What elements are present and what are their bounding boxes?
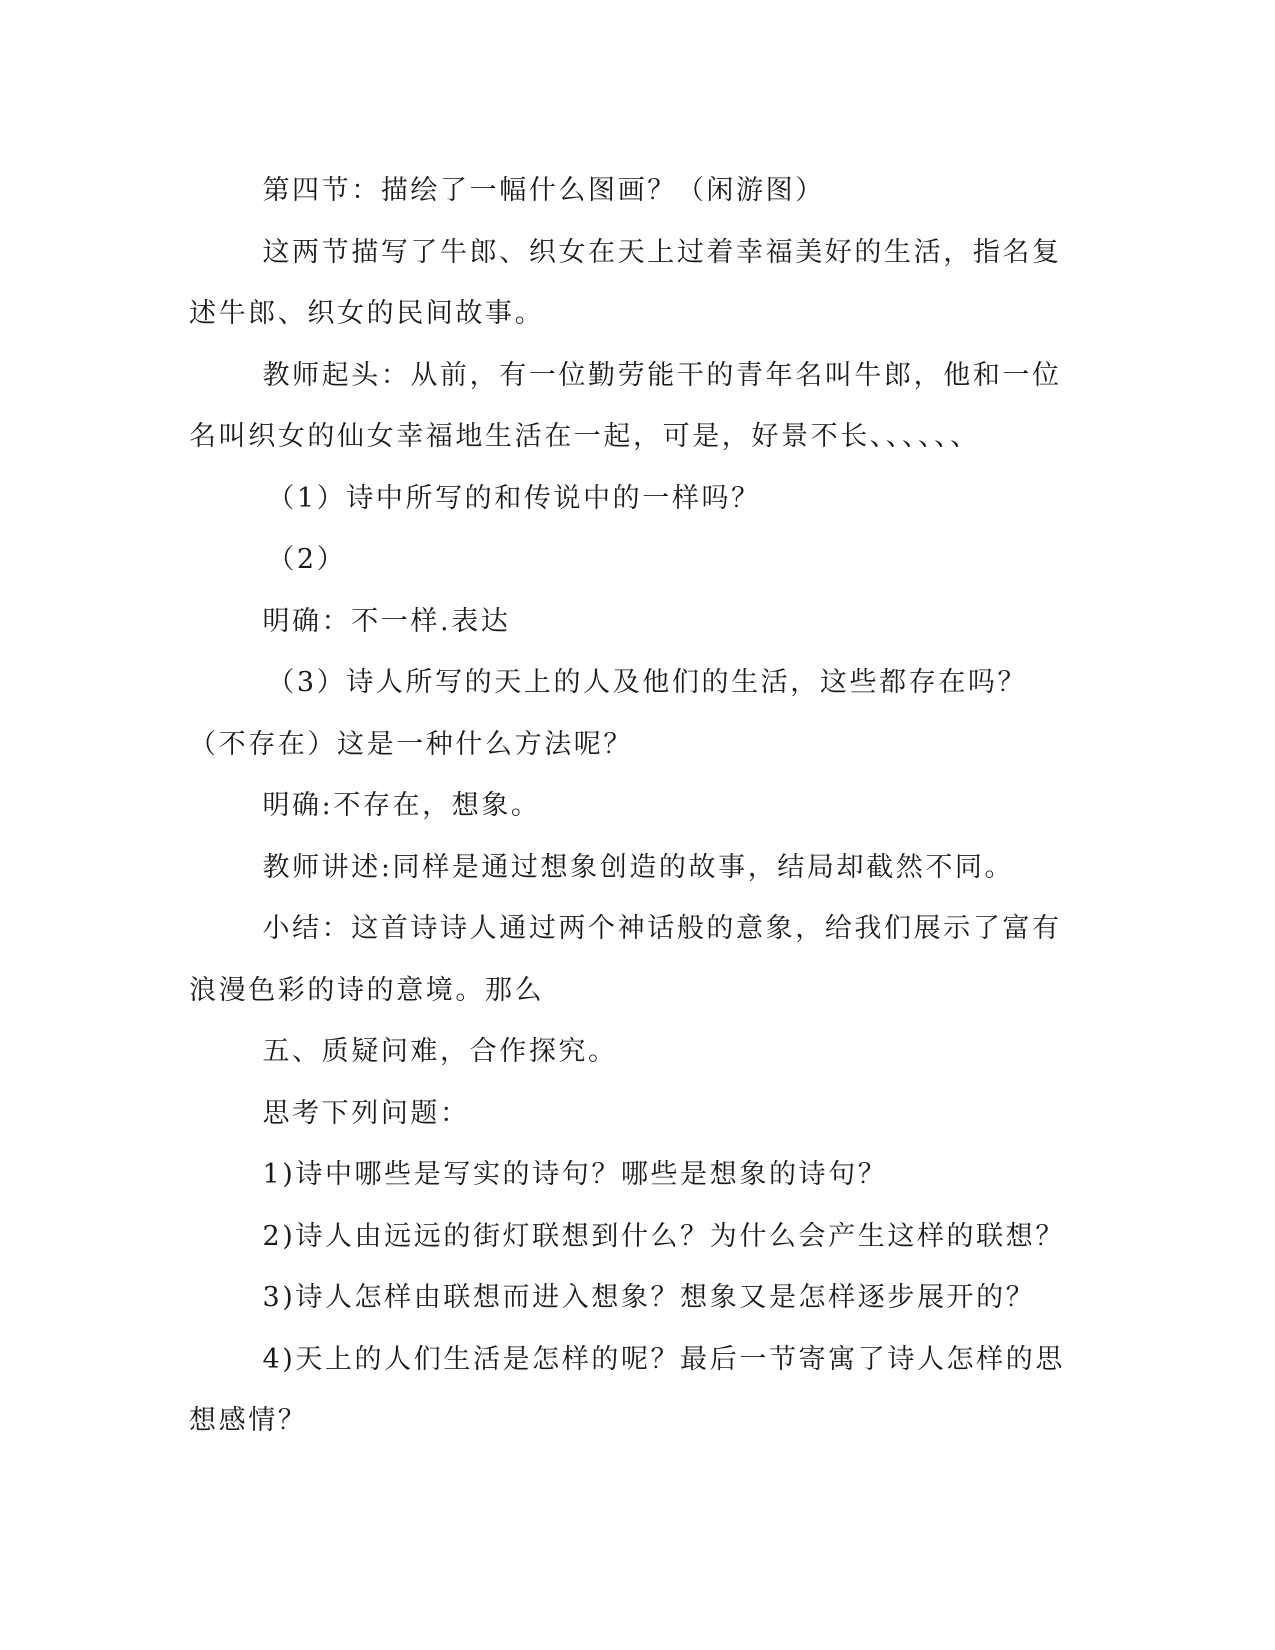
paragraph-item-3: 3)诗人怎样由联想而进入想象？想象又是怎样逐步展开的？ (262, 1282, 1036, 1313)
paragraph-clarify-different: 明确：不一样.表达 (262, 605, 511, 637)
paragraph-teacher-intro: 教师起头：从前，有一位勤劳能干的青年名叫牛郎，他和一位名叫织女的仙女幸福地生活在一起，可是，好景不长、、、、、、 (189, 359, 1062, 452)
paragraph-item-4: 4)天上的人们生活是怎样的呢？最后一节寄寓了诗人怎样的思想感情？ (189, 1343, 1065, 1436)
paragraph-item-1: 1)诗中哪些是写实的诗句？哪些是想象的诗句？ (262, 1159, 888, 1190)
paragraph-question-2: （2） (267, 544, 347, 575)
paragraph-section-five-heading: 五、质疑问难，合作探究。 (262, 1036, 618, 1067)
paragraph-section-four: 第四节：描绘了一幅什么图画？（闲游图） (262, 175, 825, 206)
paragraph-clarify-imagination: 明确:不存在，想象。 (262, 790, 541, 821)
paragraph-think-questions: 思考下列问题： (262, 1097, 470, 1129)
paragraph-question-1: （1）诗中所写的和传说中的一样吗？ (267, 482, 761, 514)
paragraph-item-2: 2)诗人由远远的街灯联想到什么？为什么会产生这样的联想？ (262, 1220, 1065, 1252)
paragraph-summary: 小结：这首诗诗人通过两个神话般的意象，给我们展示了富有浪漫色彩的诗的意境。那么 (189, 913, 1062, 1006)
paragraph-happy-life: 这两节描写了牛郎、织女在天上过着幸福美好的生活，指名复述牛郎、织女的民间故事。 (189, 236, 1062, 329)
paragraph-teacher-narration: 教师讲述:同样是通过想象创造的故事，结局却截然不同。 (262, 851, 1015, 883)
body-text (189, 160, 1079, 1452)
paragraph-question-3: （3）诗人所写的天上的人及他们的生活，这些都存在吗？（不存在）这是一种什么方法呢？ (189, 667, 1028, 760)
